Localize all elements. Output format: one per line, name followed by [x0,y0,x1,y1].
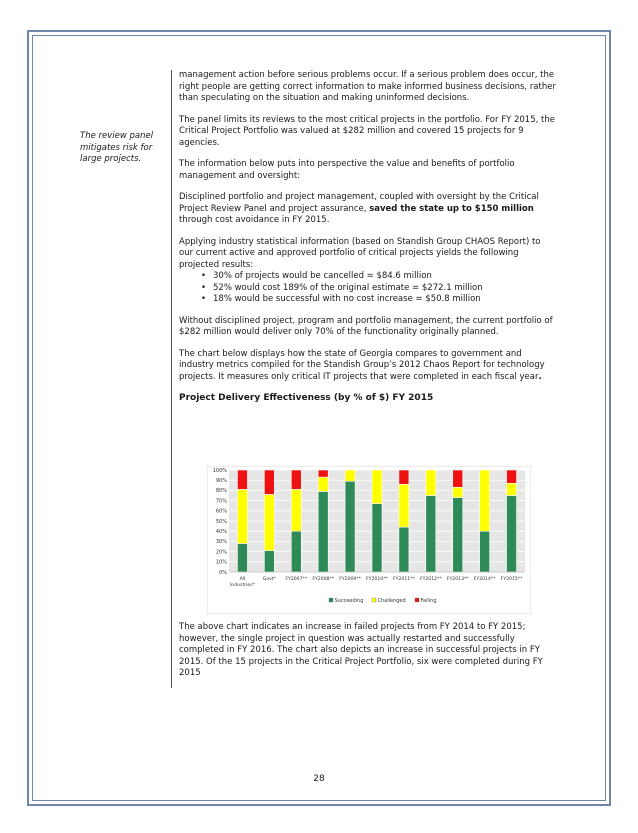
y-tick-label: 20% [215,549,227,556]
y-tick-label: 100% [212,467,227,474]
x-tick-label: FY2013** [446,577,469,582]
bar-segment-challenged [426,470,436,496]
y-tick-label: 80% [215,488,227,495]
bar-segment-succeeding [264,551,274,572]
bar-segment-succeeding [507,496,517,573]
chart-heading: Project Delivery Effectiveness (by % of $) FY 2015 [179,393,434,403]
paragraph [179,192,557,227]
page-number: 28 [313,774,325,784]
bar-segment-succeeding [291,531,301,572]
y-tick-label: 0% [219,569,227,576]
bar-segment-succeeding [345,481,355,572]
x-tick-label: FY2012** [419,577,442,582]
y-tick-label: 50% [215,518,227,525]
bullet-list [179,271,557,306]
legend-swatch [329,598,333,602]
bar-segment-challenged [507,483,517,495]
x-tick-label: FY2007** [285,577,308,582]
x-tick-label: All [239,577,246,582]
margin-note: The review panel mitigates risk for large projects. [80,131,154,164]
bar-segment-challenged [237,489,247,543]
bar-segment-challenged [345,470,355,481]
highlight-savings: saved the state up to $150 million [369,203,534,214]
text-run: . [538,371,542,382]
bar-segment-succeeding [237,543,247,572]
x-tick-label: FY2015** [500,577,523,582]
bar-segment-succeeding [426,496,436,573]
y-tick-label: 70% [215,498,227,505]
bar-segment-failing [291,470,301,489]
bar-segment-failing [399,470,409,484]
bar-segment-succeeding [480,531,490,572]
margin-rule [171,70,172,688]
legend-swatch [415,598,419,602]
paragraph [179,349,557,384]
y-tick-label: 60% [215,508,227,515]
bar-segment-challenged [399,484,409,527]
x-tick-label: FY2009** [339,577,361,582]
y-tick-label: 10% [215,559,227,566]
legend-swatch [372,598,376,602]
bar-segment-challenged [372,470,382,504]
bar-segment-succeeding [453,498,463,572]
bar-segment-failing [237,470,247,489]
list-item: • 18% would be successful with no cost increase = $50.8 million [201,294,557,306]
bar-segment-succeeding [318,491,328,572]
bar-segment-failing [264,470,274,494]
text-run: Disciplined portfolio and project management, coupled with oversight by the Critical Project Review Panel and project assurance, [179,192,539,214]
legend-label: Failing [420,598,437,604]
list-item: • 30% of projects would be cancelled = $84.6 million [201,271,557,283]
text-run: The chart below displays how the state of Georgia compares to government and industry metrics compiled for the Standish Group’s 2012 Chaos Report for technology projects. It measures only critical IT projects that were completed in each fiscal year [179,348,545,382]
list-item: • 52% would cost 189% of the original estimate = $272.1 million [201,283,557,295]
paragraph: The panel limits its reviews to the most critical projects in the portfolio. For FY 2015, the Critical Project Portfolio was valued at $282 million and covered 15 projects for 9 agencies. [179,114,555,148]
x-tick-label: FY2011** [393,577,415,582]
x-tick-label: Govt* [262,577,276,582]
paragraph: management action before serious problems occur. If a serious problem does occur, the right people are getting correct information to make informed business decisions, rather than speculating on the situation and making uninformed decisions. [179,70,556,103]
delivery-effectiveness-chart [207,466,531,614]
paragraph: Without disciplined project, program and portfolio management, the current portfolio of $282 million would deliver only 70% of the functionality originally planned. [179,315,553,337]
bar-segment-succeeding [372,504,382,572]
text-run: through cost avoidance in FY 2015. [179,215,330,225]
paragraph: The above chart indicates an increase in failed projects from FY 2014 to FY 2015; however, the single project in question was actually restarted and successfully completed in FY 2016. The chart also depicts an increase in successful projects in FY 2015. Of the 15 projects in the Critical Project Portfolio, six were completed during FY 2015 [179,622,543,678]
legend-label: Succeeding [334,598,364,604]
bar-segment-challenged [291,489,301,531]
paragraph: The information below puts into perspective the value and benefits of portfolio management and oversight: [179,159,515,181]
legend-label: Challenged [377,598,406,604]
y-tick-label: 30% [215,539,227,546]
bar-segment-challenged [264,494,274,550]
bar-segment-challenged [480,470,490,531]
bar-segment-challenged [318,477,328,491]
paragraph [179,237,557,272]
x-tick-label: Industries* [229,583,255,588]
bar-segment-failing [318,470,328,477]
body-text-continued [179,622,557,680]
x-tick-label: FY2010** [366,577,388,582]
y-tick-label: 40% [215,529,227,535]
bar-segment-failing [453,470,463,487]
bar-segment-succeeding [399,527,409,572]
x-tick-label: FY2014** [473,577,496,582]
y-tick-label: 90% [215,478,227,484]
body-text [179,70,557,417]
bar-segment-failing [507,470,517,483]
text-run: Applying industry statistical information (based on Standish Group CHAOS Report) to our current active and approved portfolio of critical projects yields the following projected results: [179,236,541,270]
x-tick-label: FY2008** [312,577,335,582]
bar-segment-challenged [453,487,463,497]
